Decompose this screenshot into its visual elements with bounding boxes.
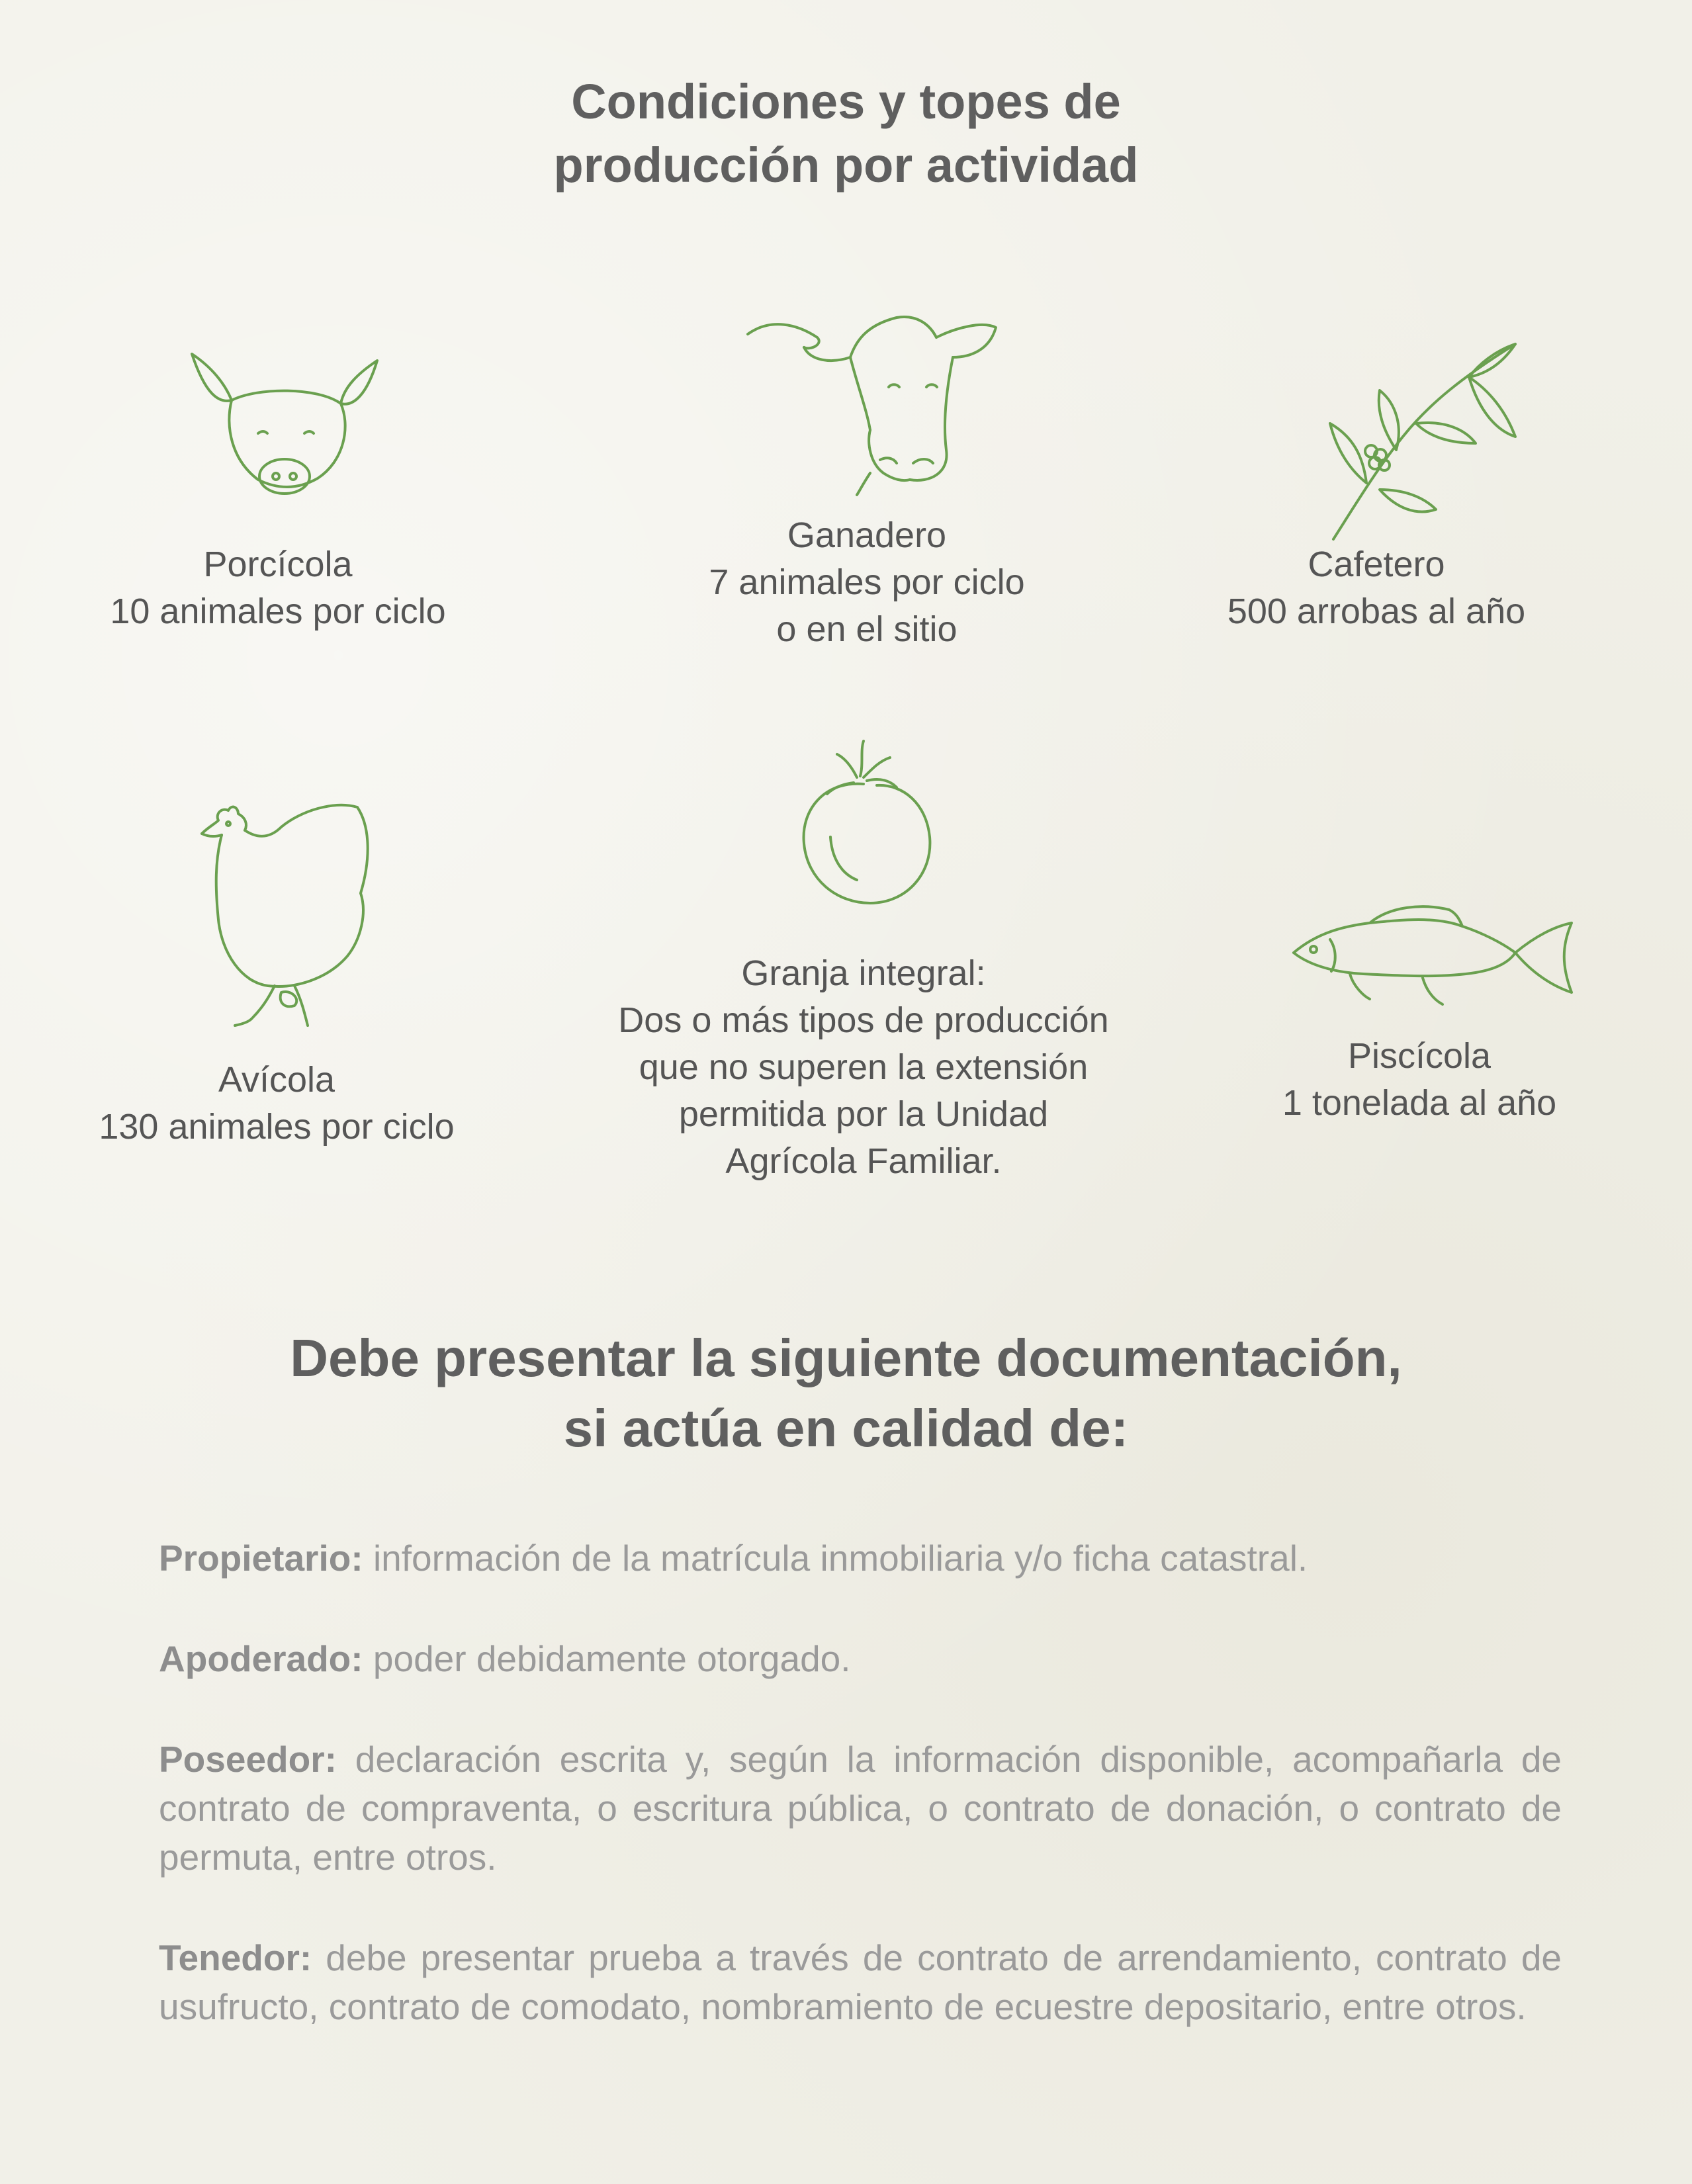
doc-text: debe presentar prueba a través de contrato de arrendamiento, contrato de usufructo, contrato de comodato, nombramiento de ecuestre depositario, entre otros. [159, 1937, 1562, 2027]
coffee-branch-icon [1317, 337, 1529, 543]
activity-name: Granja integral: [741, 953, 986, 993]
cow-icon [744, 311, 1009, 496]
activity-porcicola [13, 541, 543, 635]
doc-label: Propietario: [159, 1538, 363, 1579]
doc-label: Poseedor: [159, 1739, 337, 1780]
documentation-title-line2: si actúa en calidad de: [563, 1399, 1129, 1458]
pig-icon [185, 347, 384, 513]
doc-label: Apoderado: [159, 1638, 363, 1679]
activity-detail: Agrícola Familiar. [725, 1141, 1002, 1181]
page-title [0, 70, 1692, 197]
doc-item-tenedor [159, 1933, 1562, 2031]
activity-detail: 500 arrobas al año [1227, 591, 1526, 631]
activity-detail: 7 animales por ciclo [709, 562, 1025, 602]
activity-name: Porcícola [203, 545, 353, 584]
doc-text: información de la matrícula inmobiliaria y/o ficha catastral. [373, 1538, 1308, 1579]
page-title-line1: Condiciones y topes de [571, 74, 1121, 129]
activity-detail: 10 animales por ciclo [110, 591, 446, 631]
documentation-title [0, 1323, 1692, 1463]
fish-icon [1290, 900, 1575, 1019]
doc-text: declaración escrita y, según la información disponible, acompañarla de contrato de compraventa, o escritura pública, o contrato de donación, o contrato de permuta, entre otros. [159, 1739, 1562, 1878]
activity-detail: que no superen la extensión [639, 1047, 1089, 1087]
doc-item-apoderado [159, 1634, 1562, 1683]
doc-item-poseedor [159, 1735, 1562, 1882]
activity-granja-integral [516, 950, 1211, 1185]
activity-cafetero [1112, 541, 1641, 635]
activity-detail: 130 animales por ciclo [99, 1107, 455, 1147]
page-title-line2: producción por actividad [553, 138, 1139, 193]
activity-name: Piscícola [1347, 1036, 1492, 1076]
tomato-icon [797, 738, 936, 906]
doc-label: Tenedor: [159, 1937, 312, 1978]
chicken-icon [195, 801, 374, 1029]
activity-name: Cafetero [1308, 545, 1445, 584]
documentation-list [159, 1534, 1562, 2083]
doc-item-propietario [159, 1534, 1562, 1583]
activity-name: Avícola [218, 1060, 335, 1100]
doc-text: poder debidamente otorgado. [373, 1638, 851, 1679]
documentation-title-line1: Debe presentar la siguiente documentación, [290, 1329, 1402, 1387]
activity-detail: permitida por la Unidad [678, 1094, 1049, 1134]
activity-name: Ganadero [787, 515, 947, 555]
activity-detail: o en el sitio [776, 609, 957, 649]
activity-avicola [12, 1057, 541, 1151]
activity-piscicola [1155, 1033, 1684, 1127]
activity-detail: Dos o más tipos de producción [618, 1000, 1109, 1040]
activity-ganadero [602, 512, 1132, 653]
activity-detail: 1 tonelada al año [1282, 1083, 1557, 1123]
